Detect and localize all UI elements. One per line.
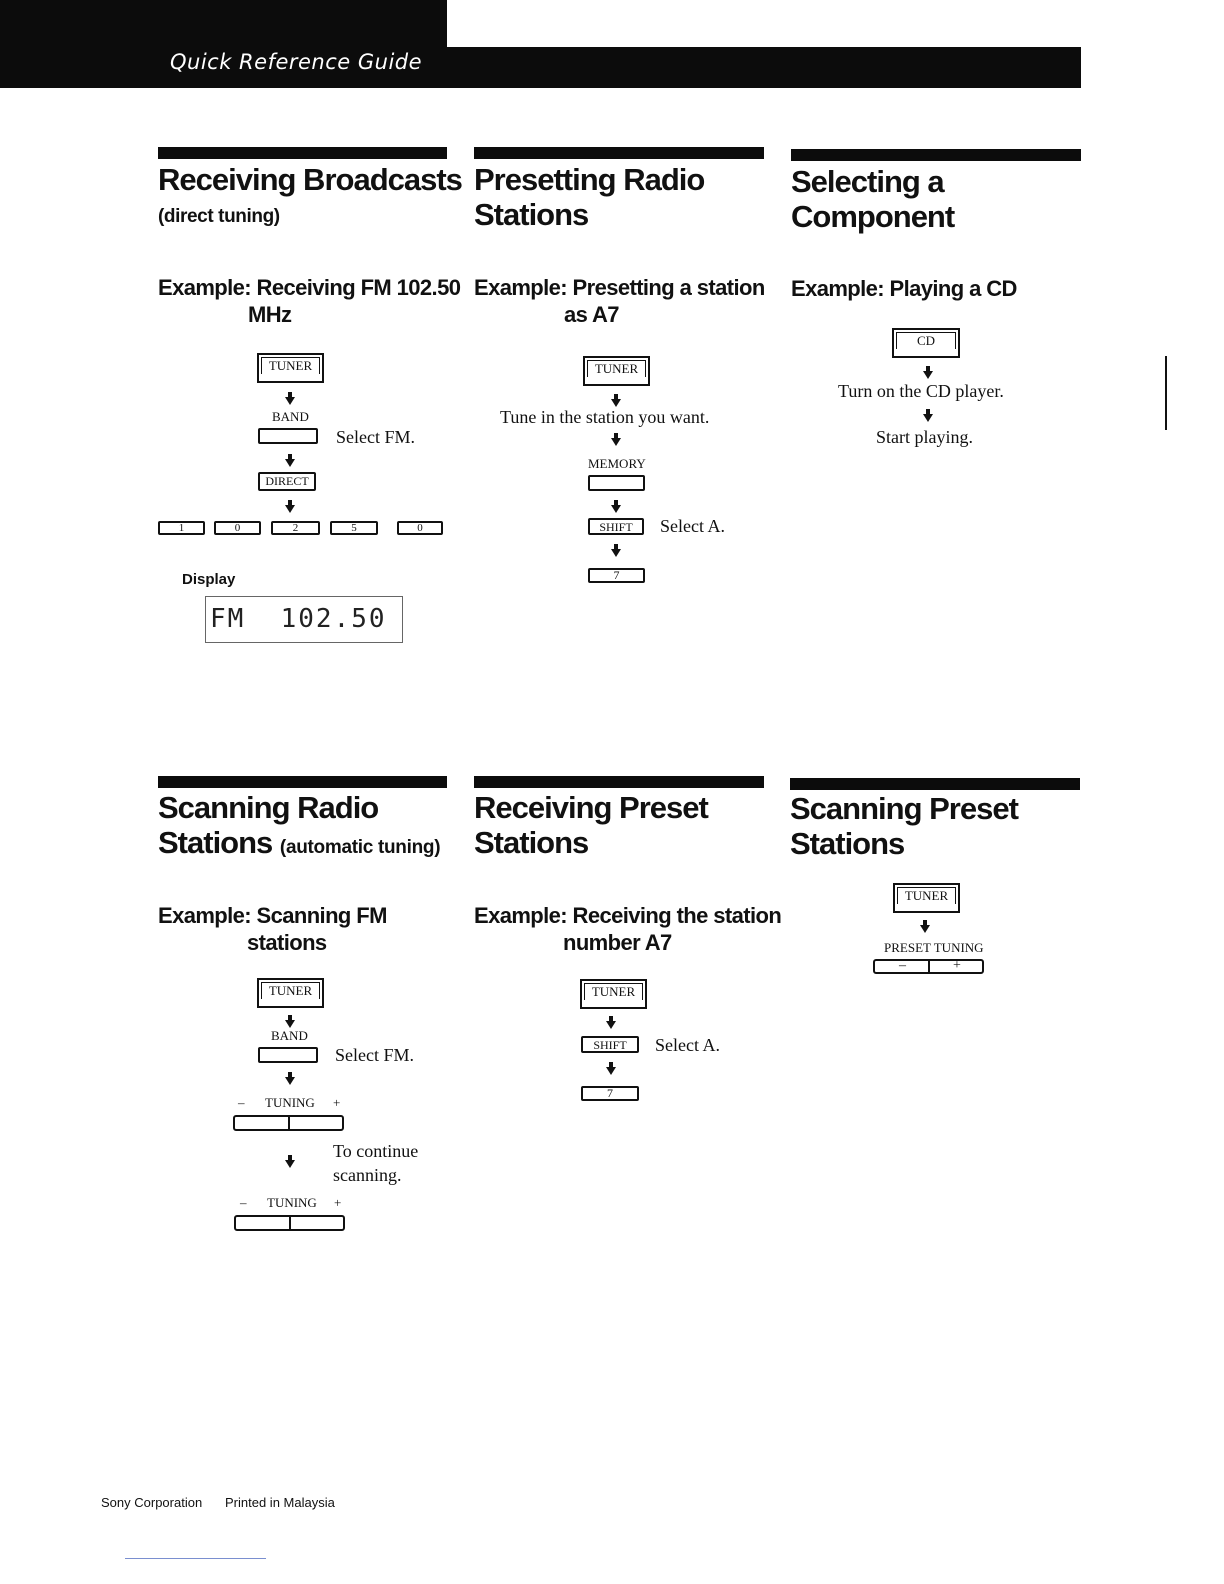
section-rule <box>791 149 1081 161</box>
tuner-button[interactable]: TUNER <box>257 978 324 1008</box>
display-label: Display <box>182 571 236 588</box>
section-title-cont: Component <box>791 199 955 234</box>
section-title-cont: Stations <box>474 197 589 232</box>
band-button[interactable] <box>258 428 318 444</box>
footer-company: Sony Corporation <box>101 1495 203 1510</box>
shift-button[interactable]: SHIFT <box>581 1036 639 1053</box>
footer-divider <box>125 1558 266 1559</box>
arrow-down-icon <box>285 397 295 405</box>
arrow-down-icon <box>285 505 295 513</box>
band-label: BAND <box>272 409 309 424</box>
digit-key-0[interactable]: 0 <box>397 521 443 535</box>
instruction-text: Select FM. <box>336 427 415 447</box>
digit-key-7[interactable]: 7 <box>581 1086 639 1101</box>
example-heading-cont: as A7 <box>564 302 619 327</box>
section-title: Presetting Radio <box>474 162 705 197</box>
instruction-text: Tune in the station you want. <box>500 407 710 427</box>
section-title: Receiving Broadcasts <box>158 162 462 197</box>
arrow-down-icon <box>285 459 295 467</box>
tuning-label: TUNING <box>265 1095 315 1110</box>
instruction-text: Turn on the CD player. <box>838 381 1004 401</box>
arrow-down-icon <box>923 371 933 379</box>
instruction-text: To continue <box>333 1141 419 1161</box>
plus-label: + <box>334 1195 342 1210</box>
section-rule <box>790 778 1080 790</box>
plus-label: + <box>953 958 961 973</box>
tuner-button[interactable]: TUNER <box>257 353 324 383</box>
section-rule <box>158 147 447 159</box>
minus-label: – <box>238 1095 245 1110</box>
arrow-down-icon <box>285 1077 295 1085</box>
section-title: Scanning Radio <box>158 790 379 825</box>
instruction-text: Select A. <box>660 516 725 536</box>
example-heading: Example: Presetting a station <box>474 275 765 300</box>
memory-button[interactable] <box>588 475 645 491</box>
memory-label: MEMORY <box>588 456 646 471</box>
section-subtitle: (automatic tuning) <box>279 837 441 858</box>
example-heading: Example: Playing a CD <box>791 276 1017 301</box>
arrow-down-icon <box>285 1160 295 1168</box>
minus-label: – <box>240 1195 247 1210</box>
header-banner <box>0 0 447 88</box>
example-heading: Example: Receiving FM 102.50 <box>158 275 461 300</box>
arrow-down-icon <box>923 414 933 422</box>
footer-printed: Printed in Malaysia <box>225 1495 335 1510</box>
digit-key-0[interactable]: 0 <box>214 521 261 535</box>
band-label: BAND <box>271 1028 308 1043</box>
direct-button[interactable]: DIRECT <box>258 472 316 491</box>
instruction-text-cont: scanning. <box>333 1165 402 1185</box>
example-heading-cont: stations <box>247 930 327 955</box>
tuning-rocker[interactable] <box>234 1215 345 1231</box>
page-title: Quick Reference Guide <box>170 50 423 74</box>
tuner-button[interactable]: TUNER <box>893 883 960 913</box>
section-title-cont: Stations (automatic tuning) <box>158 825 441 860</box>
section-title: Receiving Preset <box>474 790 708 825</box>
preset-tuning-label: PRESET TUNING <box>884 940 984 955</box>
arrow-down-icon <box>606 1021 616 1029</box>
section-rule <box>158 776 447 788</box>
arrow-down-icon <box>611 549 621 557</box>
lcd-readout: FM 102.50 <box>210 604 387 634</box>
preset-tuning-rocker[interactable] <box>873 959 984 974</box>
shift-button[interactable]: SHIFT <box>588 518 644 535</box>
arrow-down-icon <box>920 925 930 933</box>
digit-key-2[interactable]: 2 <box>271 521 320 535</box>
arrow-down-icon <box>606 1067 616 1075</box>
section-title: Selecting a <box>791 164 944 199</box>
section-title-cont: Stations <box>790 826 905 861</box>
example-heading: Example: Receiving the station <box>474 903 782 928</box>
plus-label: + <box>333 1095 341 1110</box>
example-heading: Example: Scanning FM <box>158 903 387 928</box>
section-title-cont: Stations <box>474 825 589 860</box>
digit-key-5[interactable]: 5 <box>330 521 378 535</box>
cd-button[interactable]: CD <box>892 328 960 358</box>
section-rule <box>474 147 764 159</box>
lcd-display <box>205 596 403 643</box>
arrow-down-icon <box>285 1020 295 1028</box>
tuning-label: TUNING <box>267 1195 317 1210</box>
band-button[interactable] <box>258 1047 318 1063</box>
example-heading-cont: MHz <box>248 302 292 327</box>
section-title: Scanning Preset <box>790 791 1018 826</box>
arrow-down-icon <box>611 438 621 446</box>
digit-key-7[interactable]: 7 <box>588 568 645 583</box>
arrow-down-icon <box>611 399 621 407</box>
section-subtitle: (direct tuning) <box>158 206 280 227</box>
instruction-text: Select FM. <box>335 1045 414 1065</box>
section-rule <box>474 776 764 788</box>
tuning-rocker[interactable] <box>233 1115 344 1131</box>
header-banner-strip <box>447 47 1081 88</box>
instruction-text: Start playing. <box>876 427 973 447</box>
arrow-down-icon <box>611 505 621 513</box>
digit-key-1[interactable]: 1 <box>158 521 205 535</box>
margin-mark <box>1165 356 1167 430</box>
instruction-text: Select A. <box>655 1035 720 1055</box>
tuner-button[interactable]: TUNER <box>583 356 650 386</box>
example-heading-cont: number A7 <box>563 930 672 955</box>
tuner-button[interactable]: TUNER <box>580 979 647 1009</box>
minus-label: – <box>899 958 906 973</box>
